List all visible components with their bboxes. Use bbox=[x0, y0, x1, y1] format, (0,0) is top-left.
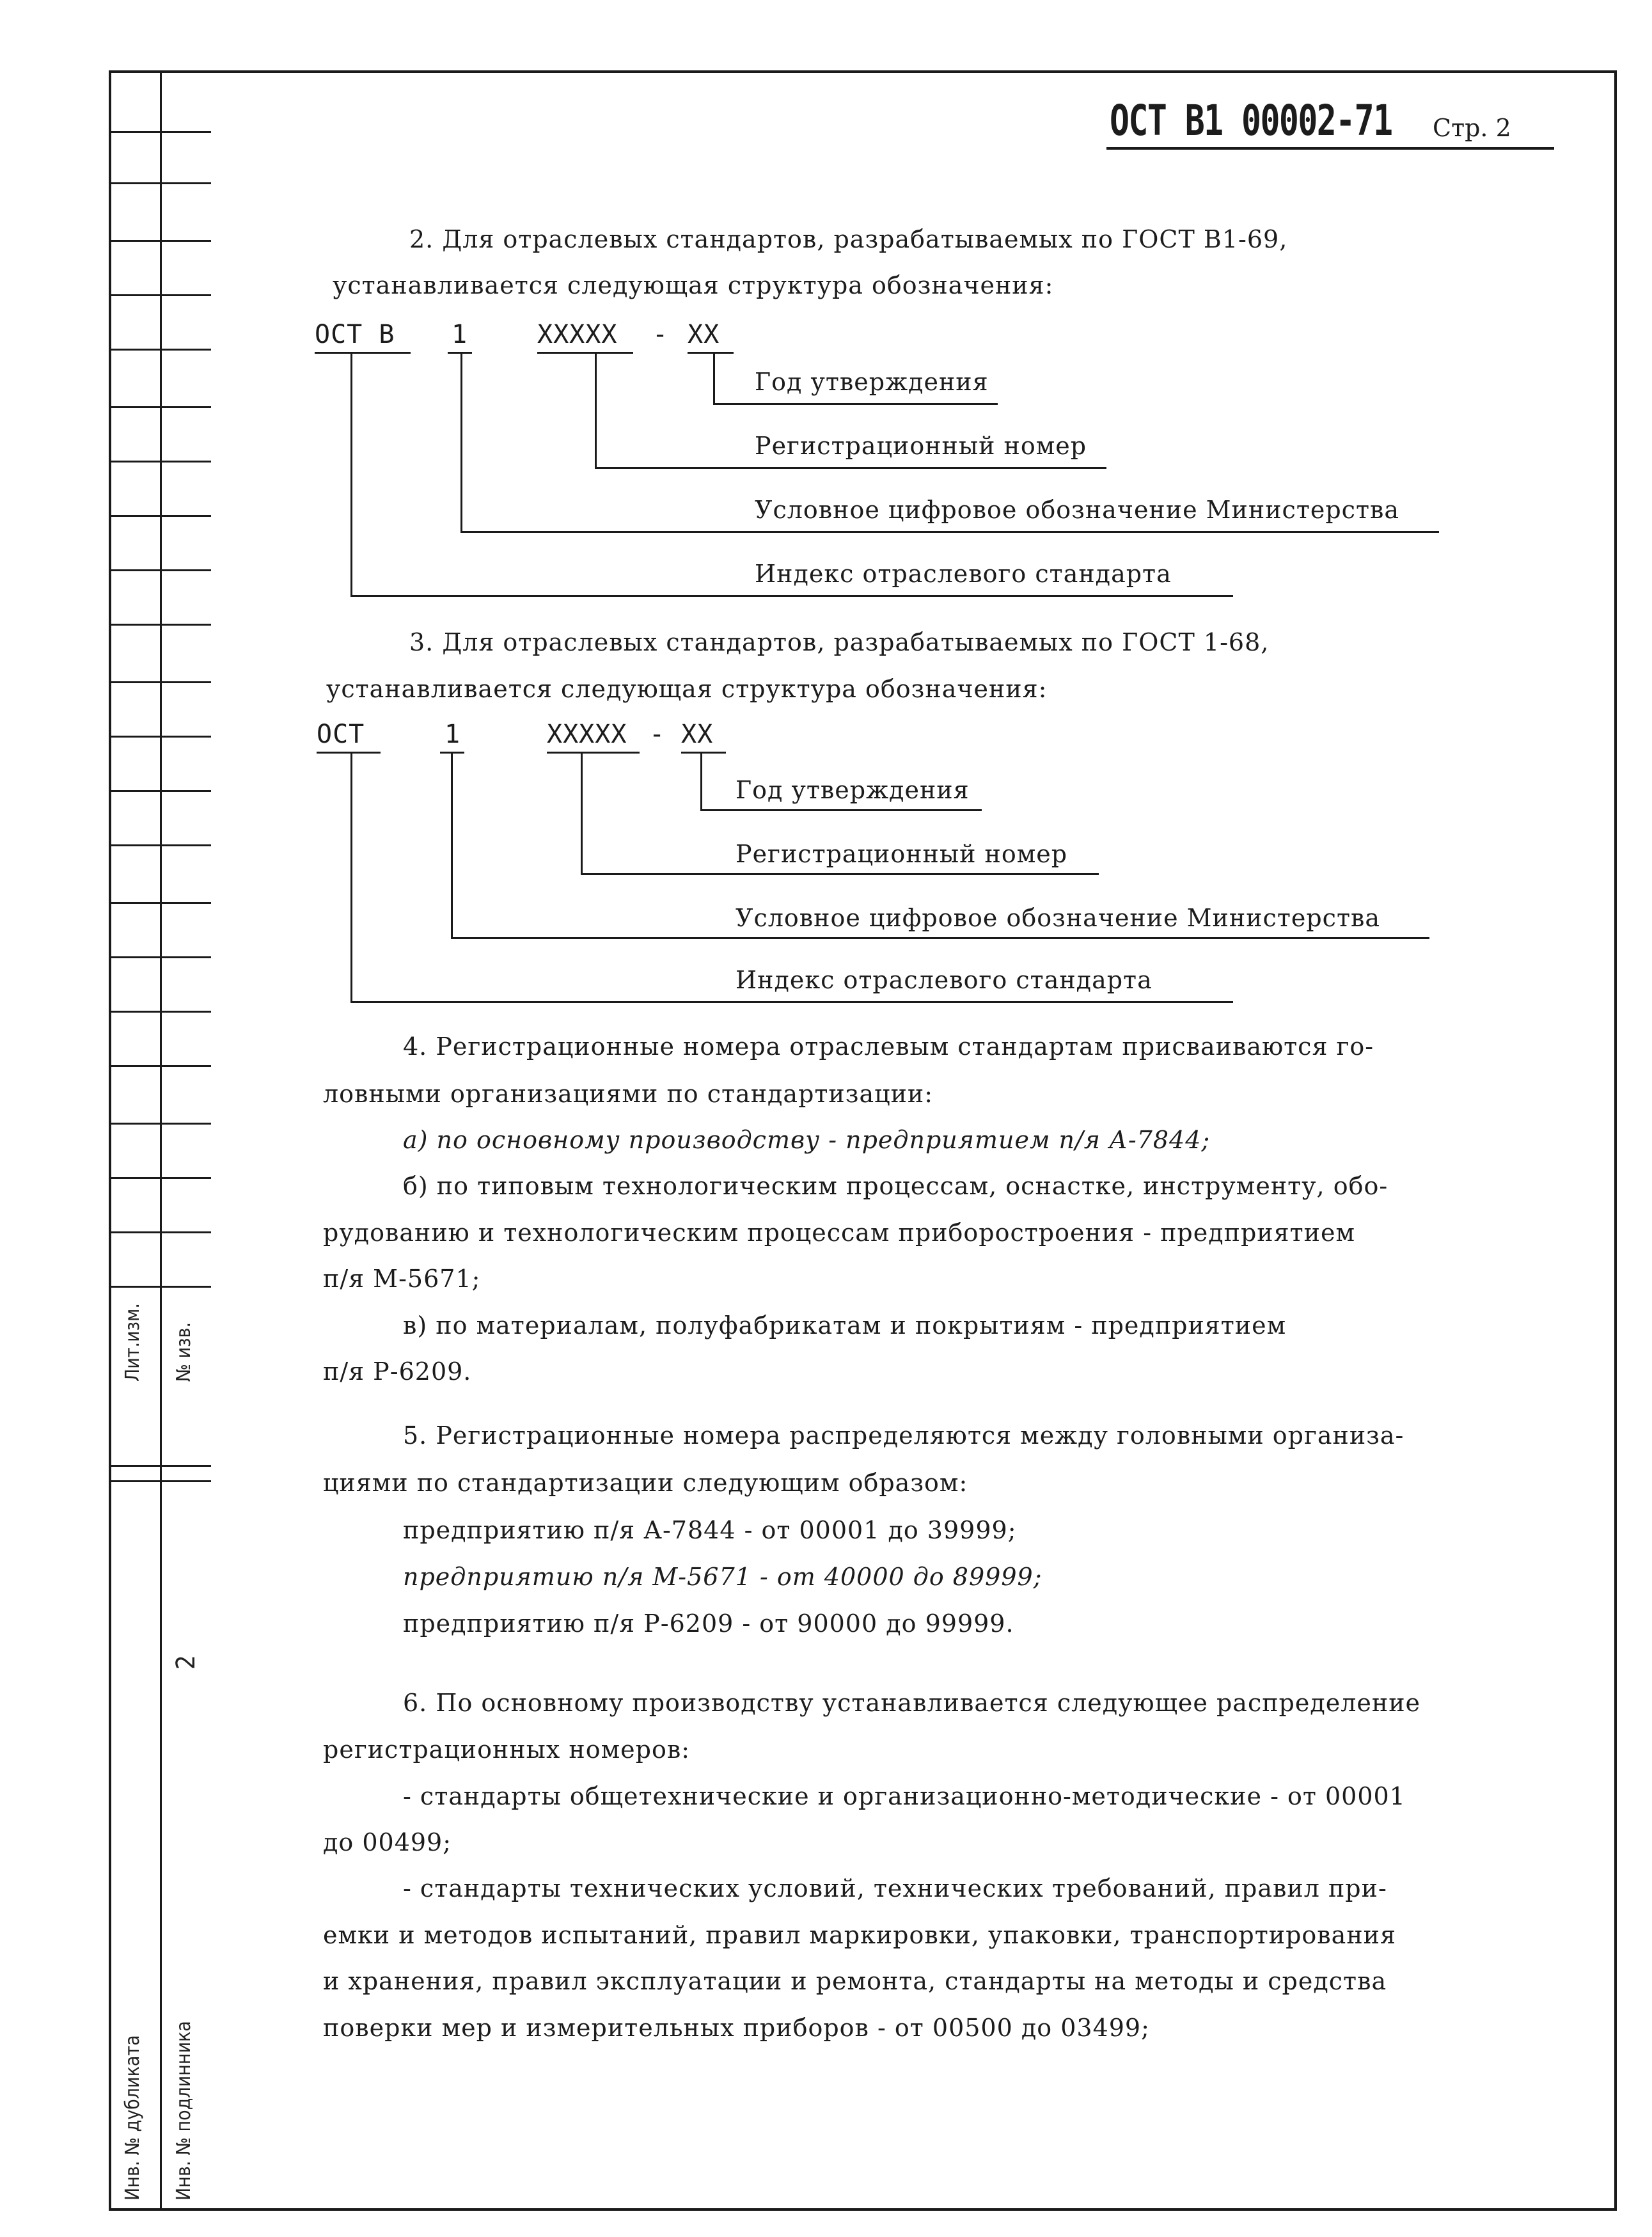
code-index: ОСТ bbox=[317, 720, 365, 749]
section6-d1a: - стандарты общетехнические и организационно-методические - от 00001 bbox=[403, 1782, 1406, 1810]
margin-rule bbox=[109, 681, 211, 683]
section3-line1: 3. Для отраслевых стандартов, разрабатываемых по ГОСТ 1-68, bbox=[409, 628, 1270, 656]
lit-izm-label: Лит.изм. bbox=[122, 1303, 144, 1382]
section6-line1: 6. По основному производству устанавливается следующее распределение bbox=[403, 1689, 1421, 1717]
section5-range2: предприятию п/я М-5671 - от 40000 до 89999; bbox=[403, 1563, 1042, 1591]
connector bbox=[713, 403, 998, 405]
label-number: Регистрационный номер bbox=[736, 840, 1068, 868]
section5-line1: 5. Регистрационные номера распределяются между головными организа- bbox=[403, 1421, 1404, 1450]
section5-line2: циями по стандартизации следующим образом: bbox=[323, 1469, 968, 1497]
code-ministry: 1 bbox=[452, 320, 468, 349]
section2-line1: 2. Для отраслевых стандартов, разрабатываемых по ГОСТ В1-69, bbox=[409, 225, 1288, 253]
label-number: Регистрационный номер bbox=[755, 432, 1087, 460]
margin-rule bbox=[109, 294, 211, 296]
margin-divider bbox=[160, 70, 162, 2211]
no-izv-label: № изв. bbox=[173, 1322, 195, 1382]
label-year: Год утверждения bbox=[755, 368, 989, 396]
code-index: ОСТ В bbox=[315, 320, 395, 349]
margin-rule bbox=[109, 844, 211, 846]
section5-range1: предприятию п/я А-7844 - от 00001 до 39999; bbox=[403, 1516, 1017, 1544]
code-year: ХХ bbox=[681, 720, 714, 749]
section6-d2d: поверки мер и измерительных приборов - от 00500 до 03499; bbox=[323, 2014, 1150, 2042]
label-year: Год утверждения bbox=[736, 776, 970, 804]
margin-rule bbox=[109, 1123, 211, 1125]
margin-rule bbox=[109, 515, 211, 517]
underline bbox=[448, 352, 472, 354]
underline bbox=[547, 752, 640, 754]
margin-rule bbox=[109, 624, 211, 626]
underline bbox=[317, 752, 381, 754]
margin-rule bbox=[109, 1177, 211, 1179]
document-code: ОСТ В1 00002-71 bbox=[1110, 96, 1392, 145]
section2-line2: устанавливается следующая структура обозначения: bbox=[333, 271, 1054, 299]
code-dash: - bbox=[649, 720, 666, 749]
label-index: Индекс отраслевого стандарта bbox=[755, 560, 1172, 588]
margin-rule bbox=[109, 902, 211, 904]
margin-rule bbox=[109, 1480, 211, 1482]
section6-line2: регистрационных номеров: bbox=[323, 1735, 691, 1764]
code-number: ХХХХХ bbox=[547, 720, 627, 749]
underline bbox=[537, 352, 633, 354]
margin-rule bbox=[109, 569, 211, 571]
section4-item-v1: в) по материалам, полуфабрикатам и покрытиям - предприятием bbox=[403, 1311, 1287, 1340]
margin-rule bbox=[109, 406, 211, 408]
connector bbox=[581, 873, 1099, 875]
connector bbox=[700, 753, 702, 810]
section6-d1b: до 00499; bbox=[323, 1828, 452, 1856]
connector bbox=[595, 353, 597, 468]
label-ministry: Условное цифровое обозначение Министерства bbox=[755, 496, 1400, 524]
section4-item-b1: б) по типовым технологическим процессам, оснастке, инструменту, обо- bbox=[403, 1172, 1388, 1200]
section6-d2c: и хранения, правил эксплуатации и ремонта, стандарты на методы и средства bbox=[323, 1967, 1387, 1995]
label-index: Индекс отраслевого стандарта bbox=[736, 966, 1152, 994]
connector bbox=[350, 595, 1233, 597]
header-rule bbox=[1106, 147, 1554, 150]
section4-line2: ловными организациями по стандартизации: bbox=[323, 1080, 934, 1108]
code-dash: - bbox=[652, 320, 669, 349]
section6-d2a: - стандарты технических условий, технических требований, правил при- bbox=[403, 1874, 1387, 1902]
section5-range3: предприятию п/я Р-6209 - от 90000 до 99999. bbox=[403, 1609, 1014, 1638]
connector bbox=[350, 1001, 1233, 1003]
underline bbox=[688, 352, 734, 354]
section4-item-a: а) по основному производству - предприятием п/я А-7844; bbox=[403, 1126, 1211, 1154]
section4-item-b3: п/я М-5671; bbox=[323, 1265, 481, 1293]
connector bbox=[451, 937, 1429, 939]
connector bbox=[451, 753, 453, 938]
code-ministry: 1 bbox=[444, 720, 461, 749]
connector bbox=[460, 353, 462, 532]
margin-rule bbox=[109, 1231, 211, 1233]
margin-rule bbox=[109, 1465, 211, 1467]
margin-rule bbox=[109, 790, 211, 792]
section6-d2b: емки и методов испытаний, правил маркировки, упаковки, транспортирования bbox=[323, 1921, 1396, 1949]
margin-rule bbox=[109, 461, 211, 462]
margin-rule bbox=[109, 240, 211, 242]
page-label: Стр. 2 bbox=[1433, 114, 1511, 142]
margin-rule bbox=[109, 956, 211, 958]
connector bbox=[350, 753, 352, 1002]
margin-rule bbox=[109, 182, 211, 184]
margin-rule bbox=[109, 1065, 211, 1067]
connector bbox=[350, 353, 352, 596]
section4-line1: 4. Регистрационные номера отраслевым стандартам присваиваются го- bbox=[403, 1032, 1374, 1061]
inv-dublikata-label: Инв. № дубликата bbox=[122, 2035, 144, 2201]
margin-rule bbox=[109, 131, 211, 133]
connector bbox=[581, 753, 583, 874]
underline bbox=[681, 752, 726, 754]
margin-rule bbox=[109, 1011, 211, 1013]
code-year: ХХ bbox=[688, 320, 720, 349]
inv-podlinnika-label: Инв. № подлинника bbox=[173, 2021, 195, 2201]
connector bbox=[460, 531, 1439, 533]
connector bbox=[700, 809, 982, 811]
connector bbox=[713, 353, 715, 404]
margin-rule bbox=[109, 1286, 211, 1288]
margin-rule bbox=[109, 349, 211, 351]
section3-line2: устанавливается следующая структура обозначения: bbox=[326, 675, 1048, 703]
label-ministry: Условное цифровое обозначение Министерства bbox=[736, 904, 1381, 932]
connector bbox=[595, 467, 1106, 469]
sheet-number: 2 bbox=[171, 1655, 201, 1670]
section4-item-b2: рудованию и технологическим процессам приборостроения - предприятием bbox=[323, 1219, 1355, 1247]
code-number: ХХХХХ bbox=[537, 320, 618, 349]
margin-rule bbox=[109, 736, 211, 738]
underline bbox=[315, 352, 411, 354]
section4-item-v2: п/я Р-6209. bbox=[323, 1357, 472, 1386]
